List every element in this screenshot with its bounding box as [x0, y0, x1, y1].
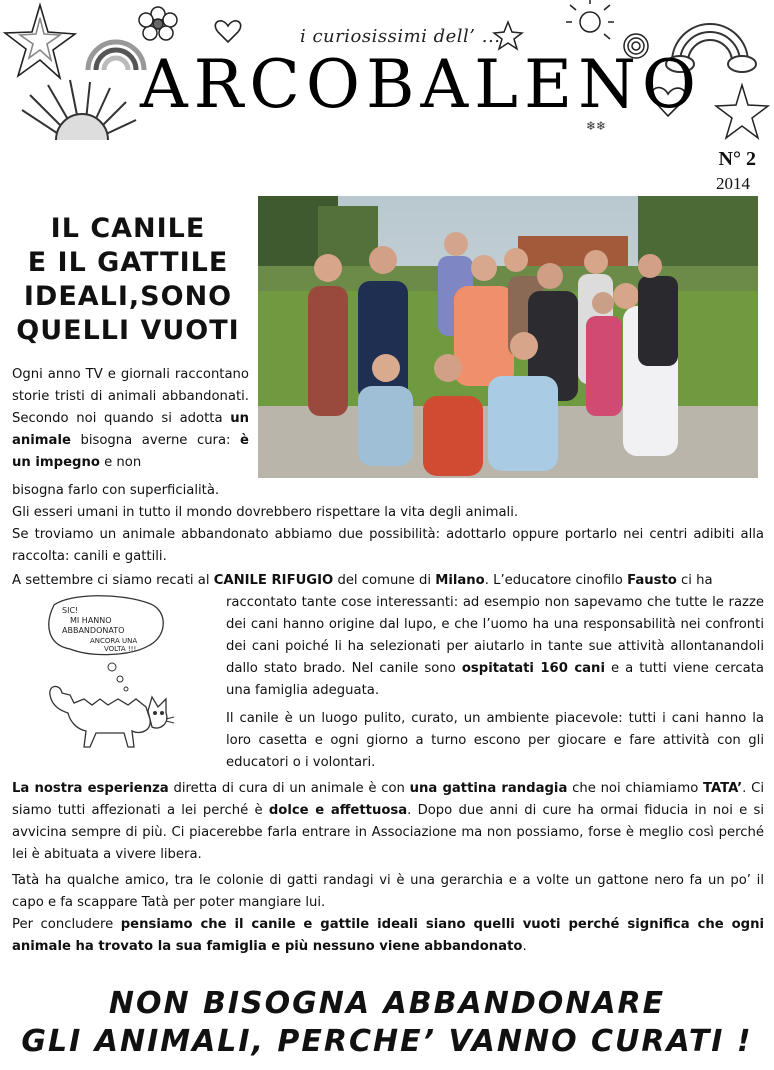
- paragraph-bold: Fausto: [627, 573, 677, 588]
- paragraph-bold: dolce e affettuosa: [268, 803, 408, 818]
- cat-sketch-icon: [40, 595, 210, 760]
- paragraph-text: e a tutti viene cercata una famiglia adeguata.: [226, 661, 765, 698]
- headline-line: E IL GATTILE: [27, 247, 229, 278]
- paragraph: [12, 570, 764, 592]
- rainbow-icon: [88, 42, 144, 70]
- intro-text: bisogna averne cura:: [70, 433, 241, 448]
- paragraph-text: . Dopo due anni di cure ha ormai fiducia in noi e si avvicina sempre di più. Ci piacerebbe farla entrare in Associazione ma non possiamo, forse è meglio così perché lei è abituata a vivere libera.: [12, 803, 764, 862]
- paragraph-bold: pensiamo che il canile e gattile ideali siano quelli vuoti perché significa che ogni animale ha trovato la sua famiglia e più nessuno viene abbandonato: [12, 917, 764, 954]
- intro-bold: un animale: [12, 411, 249, 448]
- intro-bold: è un impegno: [12, 433, 249, 470]
- headline-line: QUELLI VUOTI: [16, 315, 240, 346]
- paragraph-bold: ospitatati 160 cani: [461, 661, 605, 676]
- snowflake-icon: ❄❄: [586, 119, 607, 133]
- paragraph-bold: Milano: [435, 573, 485, 588]
- masthead: [0, 0, 774, 145]
- paragraph-text: diretta di cura di un animale è con: [168, 781, 410, 796]
- star-icon: [5, 5, 75, 78]
- heart-icon: [215, 21, 240, 42]
- footer-line: NON BISOGNA ABBANDONARE: [108, 986, 666, 1021]
- speech-text: ABBANDONATO: [62, 626, 125, 635]
- intro-text: Ogni anno TV e giornali raccontano storie tristi di animali abbandonati. Secondo noi quando si adotta: [12, 367, 249, 426]
- paragraph: Il canile è un luogo pulito, curato, un ambiente piacevole: tutti i cani hanno la loro casetta e ogni giorno a turno escono per giocare e fare attività con gli educatori o i volontari.: [226, 711, 764, 770]
- speech-text: ANCORA UNA: [90, 637, 138, 645]
- article-headline: [10, 212, 246, 348]
- paragraph-bold: La nostra esperienza: [12, 781, 169, 796]
- paragraph-bold: TATA’: [703, 781, 743, 796]
- paragraph-bold: una gattina randagia: [409, 781, 568, 796]
- footer-line: GLI ANIMALI, PERCHE’ VANNO CURATI !: [21, 1024, 753, 1059]
- paragraph: [226, 592, 764, 702]
- sunburst-icon: [22, 80, 136, 140]
- issue-number: N° 2: [718, 148, 756, 170]
- group-photo: [258, 196, 758, 478]
- paragraph-text: . Ci siamo tutti affezionati a lei perché è: [12, 781, 764, 818]
- speech-text: SIC!: [62, 606, 79, 615]
- intro-text: e non: [99, 455, 142, 470]
- sun-icon: [566, 0, 614, 39]
- paragraph-text: . L’educatore cinofilo: [484, 573, 628, 588]
- speech-text: VOLTA !!!: [104, 645, 137, 653]
- group-photo-image: [258, 196, 758, 478]
- paragraph-bold: CANILE RIFUGIO: [213, 573, 334, 588]
- paragraph-text: ci ha: [676, 573, 713, 588]
- paragraph: bisogna farlo con superficialità.: [12, 483, 220, 498]
- flower-icon: [139, 7, 177, 40]
- paragraph-text: .: [522, 939, 527, 954]
- paragraph: Gli esseri umani in tutto il mondo dovrebbero rispettare la vita degli animali.: [12, 505, 519, 520]
- paragraph: [12, 914, 764, 958]
- star-right-icon: [716, 85, 768, 138]
- paragraph-text: che noi chiamiamo: [567, 781, 704, 796]
- paragraph-text: raccontato tante cose interessanti: ad esempio non sapevamo che tutte le razze dei cani hanno origine dal lupo, e che l’uomo ha una responsabilità nei confronti dei cani poiché li ha selezionati per aiutarlo in tante sue attività allontanandoli dallo stato brado. Nel canile sono: [226, 595, 764, 676]
- masthead-subtitle: i curiosissimi dell’ ...: [300, 26, 501, 47]
- headline-line: IDEALI,SONO: [23, 281, 233, 312]
- paragraph-text: del comune di: [333, 573, 436, 588]
- paragraph: [12, 778, 764, 866]
- headline-line: IL CANILE: [50, 213, 206, 244]
- paragraph: Tatà ha qualche amico, tra le colonie di gatti randagi vi è una gerarchia e a volte un gattone nero fa un po’ il capo e fa scappare Tatà per poter mangiare lui.: [12, 873, 764, 910]
- paragraph: Se troviamo un animale abbandonato abbiamo due possibilità: adottarlo oppure portarlo nei centri adibiti alla raccolta: canili e gattili.: [12, 527, 764, 564]
- article-intro: [12, 364, 249, 474]
- cat-drawing: [40, 595, 210, 760]
- paragraph-text: Per concludere: [12, 917, 121, 932]
- paragraph-text: A settembre ci siamo recati al: [12, 573, 214, 588]
- masthead-title: ARCOBALENO: [140, 46, 702, 123]
- speech-text: MI HANNO: [70, 616, 112, 625]
- issue-year: 2014: [716, 174, 750, 193]
